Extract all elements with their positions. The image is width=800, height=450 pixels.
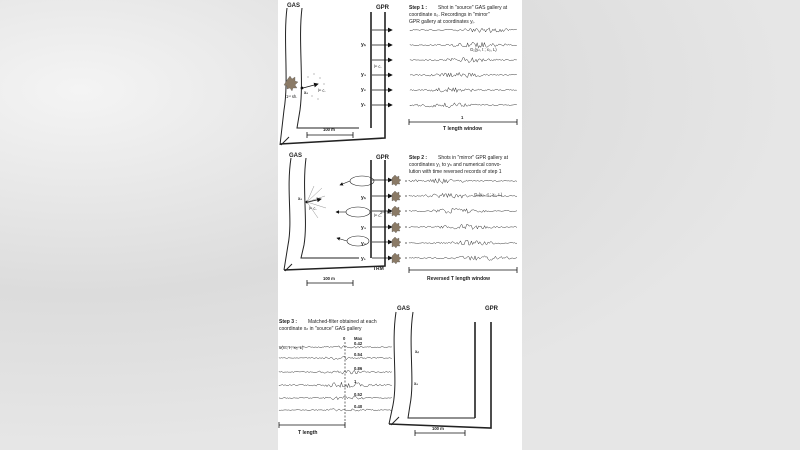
step3-gpr-label: GPR bbox=[485, 306, 499, 312]
step1-green-label: G₁(yₙ, t ; x₀, L) bbox=[470, 47, 497, 52]
step3-trace bbox=[279, 370, 392, 374]
step3-panel bbox=[279, 306, 499, 436]
step2-receiver-y2: y₂ bbox=[361, 241, 367, 247]
step3-desc-line2: coordinate xₙ in "source" GAS gallery bbox=[279, 326, 362, 332]
step3-t-label: T length bbox=[298, 430, 318, 436]
step3-x0-label: x₀ bbox=[414, 381, 419, 386]
trace-start-dot bbox=[405, 257, 407, 259]
step1-gas-wall-left bbox=[280, 8, 287, 145]
step1-gpr-wall-outer bbox=[280, 12, 385, 144]
step2-cone-label: lˢᵗ c. bbox=[309, 206, 317, 211]
step3-gas-wall-right bbox=[408, 312, 475, 418]
step2-gas-wall-left bbox=[284, 158, 291, 270]
step3-xn-label: xₙ bbox=[415, 349, 419, 354]
step2-receiver-y3: y₃ bbox=[361, 225, 367, 231]
step2-scale-label: 100 m bbox=[323, 276, 335, 281]
step3-max-value: 0.42 bbox=[354, 341, 363, 346]
trace-start-dot bbox=[405, 180, 407, 182]
step2-trm-shots bbox=[372, 180, 392, 258]
step1-trace bbox=[410, 87, 517, 92]
step2-gas-label: GAS bbox=[289, 153, 303, 159]
step1-desc-line2: coordinate x₀. Recordings in "mirror" bbox=[409, 12, 490, 18]
step2-cone-label2: lˢᵗ c. bbox=[374, 213, 382, 218]
step1-receiver-y3: y₃ bbox=[361, 72, 367, 78]
step2-gpr-wall-outer bbox=[284, 160, 385, 270]
step1-gas-wall-right bbox=[297, 8, 359, 128]
step1-receiver-yn: yₙ bbox=[361, 42, 366, 48]
step1-source-label: x₀ bbox=[304, 90, 309, 95]
step1-receiver-y1: y₁ bbox=[361, 102, 366, 108]
step2-explosion-icons bbox=[392, 175, 401, 264]
step3-trace bbox=[279, 382, 392, 387]
step1-scale-label: 100 m bbox=[323, 127, 335, 132]
step3-desc-line1: Matched-filter obtained at each bbox=[308, 319, 377, 325]
step2-panel bbox=[284, 153, 517, 286]
step2-desc-line1: Shots in "mirror" GPR gallery at bbox=[438, 155, 508, 161]
step3-max-value: 0.54 bbox=[354, 352, 363, 357]
step3-max-value: 0.86 bbox=[354, 366, 363, 371]
step1-marker: 1 bbox=[461, 115, 464, 120]
step2-shot-label: 2ⁿᵈ sh. bbox=[380, 210, 393, 215]
step2-window-label: Reversed T length window bbox=[427, 276, 491, 282]
step2-desc-line3: lution with time reversed records of step 1 bbox=[409, 169, 502, 175]
step3-trace bbox=[279, 357, 392, 360]
step2-trace bbox=[409, 208, 517, 213]
step1-title: Step 1 : bbox=[409, 5, 428, 11]
step1-trace bbox=[410, 42, 517, 47]
step1-source-arrow bbox=[303, 84, 318, 88]
step1-trace bbox=[410, 103, 517, 108]
trace-start-dot bbox=[405, 226, 407, 228]
step2-source-label: x₀ bbox=[298, 196, 303, 201]
step1-trace bbox=[410, 58, 517, 63]
step1-window-label: T length window bbox=[443, 126, 483, 132]
step2-seismograms bbox=[405, 179, 517, 261]
step2-trace bbox=[409, 256, 517, 261]
step1-receiver-y2: y₂ bbox=[361, 87, 367, 93]
trace-start-dot bbox=[405, 195, 407, 197]
step3-gas-label: GAS bbox=[397, 306, 411, 312]
step2-trm-label: TRM bbox=[373, 266, 384, 272]
step3-max-value: 0.52 bbox=[354, 392, 363, 397]
trace-start-dot bbox=[405, 242, 407, 244]
step1-gas-label: GAS bbox=[287, 3, 301, 9]
step2-gpr-label: GPR bbox=[376, 155, 390, 161]
step1-trace bbox=[410, 72, 517, 77]
step1-shot-label: 1ˢᵗ sh. bbox=[286, 94, 298, 99]
step2-focus-rays bbox=[307, 186, 326, 218]
step3-trace bbox=[279, 396, 392, 399]
step2-trace bbox=[409, 240, 517, 245]
step3-traces bbox=[279, 346, 392, 412]
step1-cone-label2: lˢᵗ c. bbox=[374, 64, 382, 69]
step3-scale-label: 100 m bbox=[432, 426, 444, 431]
step3-zero-label: 0 bbox=[343, 336, 346, 341]
step1-trace bbox=[410, 28, 517, 33]
step3-gas-wall-left bbox=[389, 312, 396, 424]
step2-trace bbox=[409, 179, 517, 184]
step1-desc-line1: Shot in "source" GAS gallery at bbox=[438, 5, 508, 11]
step3-title: Step 3 : bbox=[279, 319, 298, 325]
trace-start-dot bbox=[405, 210, 407, 212]
step2-wavefronts bbox=[346, 176, 374, 246]
step3-max-label: Max bbox=[354, 336, 363, 341]
step1-gpr-label: GPR bbox=[376, 5, 390, 11]
step2-trace bbox=[409, 224, 517, 229]
step3-trace bbox=[279, 409, 392, 411]
step3-max-value: 1 bbox=[354, 379, 357, 384]
step1-seismograms bbox=[410, 28, 517, 108]
step1-desc-line3: GPR gallery at coordinates yᵢ. bbox=[409, 19, 475, 25]
step3-max-value: 0.40 bbox=[354, 404, 363, 409]
step2-receiver-y1: y₁ bbox=[361, 256, 366, 262]
step1-source-point bbox=[301, 87, 304, 90]
step2-title: Step 2 : bbox=[409, 155, 428, 161]
step2-green-label: G₁(yₙ, -t ; x₀, L) bbox=[474, 192, 503, 197]
step3-func-label: u(xₙ, t ; x₀, L) bbox=[279, 345, 304, 350]
step2-desc-line2: coordinates y₁ to yₙ and numerical convo- bbox=[409, 162, 502, 168]
step1-panel bbox=[280, 3, 517, 145]
step1-cone-label: lˢᵗ c. bbox=[318, 88, 326, 93]
step2-receiver-yn: yₙ bbox=[361, 195, 366, 201]
step2-wave-arrows bbox=[336, 181, 350, 241]
